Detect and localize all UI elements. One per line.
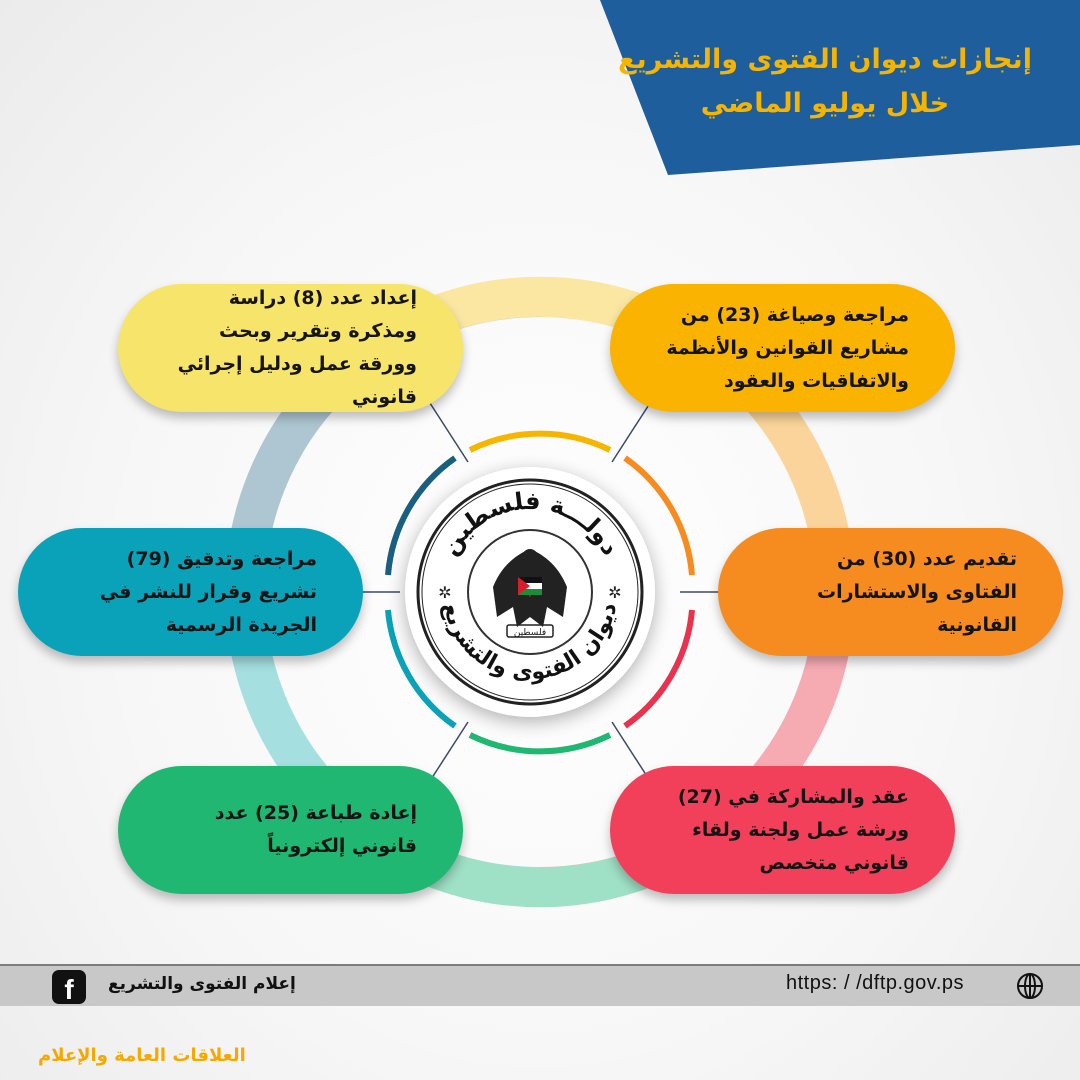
achievement-card-workshops: [610, 766, 955, 894]
facebook-icon[interactable]: f: [52, 970, 86, 1004]
achievement-card-fatwas: [718, 528, 1063, 656]
title-line-1: إنجازات ديوان الفتوى والتشريع: [618, 44, 1032, 75]
achievement-card-studies: [118, 284, 463, 412]
department-label: العلاقات العامة والإعلام: [38, 1045, 246, 1066]
achievement-card-reprint: [118, 766, 463, 894]
footer-bar: [0, 964, 1080, 1006]
eagle-emblem-icon: [493, 549, 567, 638]
seal-graphic: [405, 467, 655, 717]
facebook-page-name[interactable]: إعلام الفتوى والتشريع: [108, 974, 296, 994]
achievement-text: مراجعة وصياغة (23) من مشاريع القوانين والأنظمة والاتفاقيات والعقود: [666, 303, 909, 392]
seal-emblem-label: فلسطين: [513, 628, 547, 638]
seal-bottom-text: ديوان الفتوى والتشريع: [437, 600, 623, 686]
achievement-text: إعداد عدد (8) دراسة ومذكرة وتقرير وبحث وورقة عمل ودليل إجرائي قانوني: [177, 287, 417, 408]
title-line-2: خلال يوليو الماضي: [700, 88, 950, 119]
globe-icon: [1015, 971, 1045, 1001]
achievement-text: عقد والمشاركة في (27) ورشة عمل ولجنة ولقاء قانوني متخصص: [677, 785, 909, 874]
achievement-text: تقديم عدد (30) من الفتاوى والاستشارات القانونية: [817, 547, 1017, 636]
star-icon: ✲: [438, 583, 452, 602]
achievement-card-laws-review: [610, 284, 955, 412]
achievement-text: إعادة طباعة (25) عدد قانوني إلكترونياً: [214, 802, 417, 857]
star-icon: ✲: [608, 583, 622, 602]
website-url[interactable]: https: / /dftp.gov.ps: [786, 972, 964, 994]
seal-top-text: دولـــة فلسطين: [435, 486, 625, 561]
achievement-card-legislation-review: [18, 528, 363, 656]
achievement-text: مراجعة وتدقيق (79) تشريع وقرار للنشر في الجريدة الرسمية: [99, 547, 317, 636]
official-seal: [405, 467, 655, 717]
